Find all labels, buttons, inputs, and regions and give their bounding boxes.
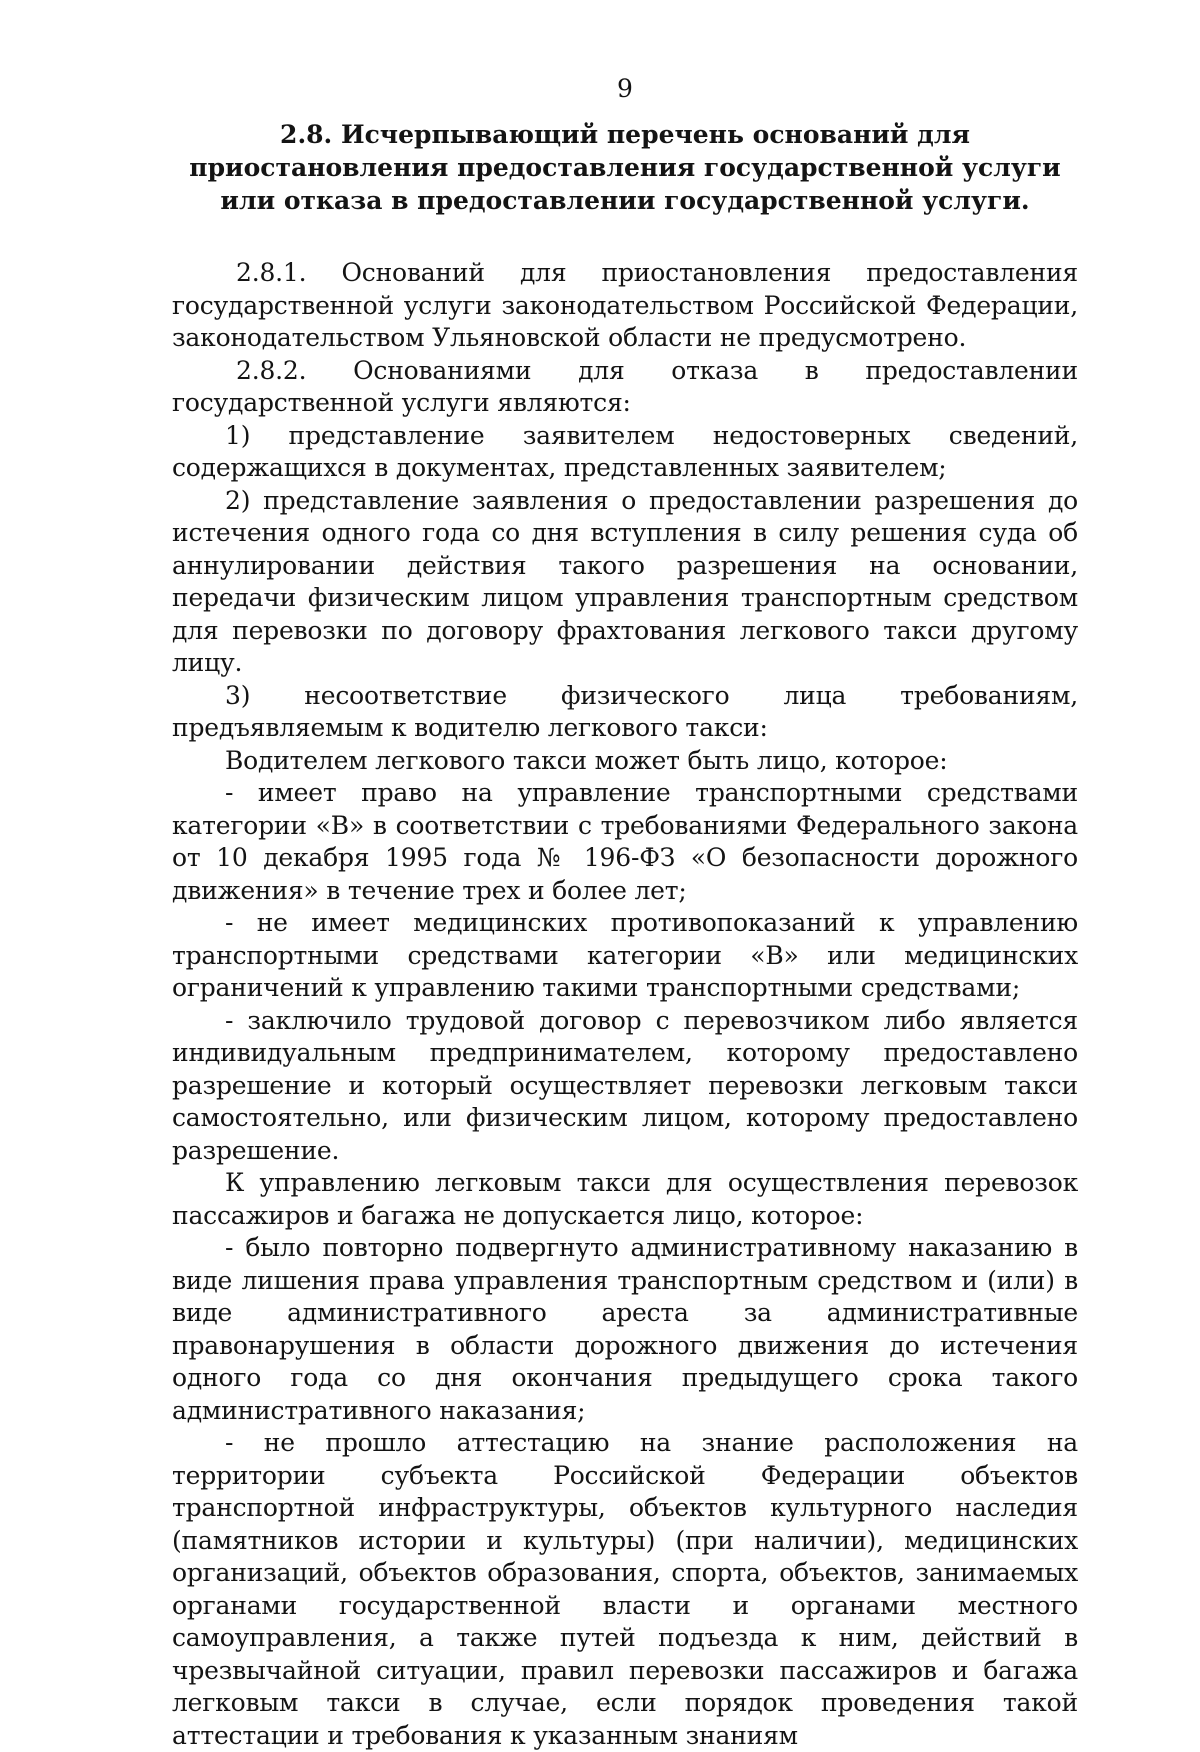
paragraph-item-3: 3) несоответствие физического лица требованиям, предъявляемым к водителю легкового такси: [172,680,1078,742]
paragraph-2-8-1: 2.8.1. Оснований для приостановления предоставления государственной услуги законодательством Российской Федерации, законодательством Ульяновской области не предусмотрено. [172,258,1078,352]
paragraph-2-8-2: 2.8.2. Основаниями для отказа в предоставлении государственной услуги являются: [172,355,1078,417]
document-body [172,257,1078,1752]
document-page [172,0,1078,1752]
paragraph-item-2: 2) представление заявления о предоставлении разрешения до истечения одного года со дня вступления в силу решения суда об аннулировании действия такого разрешения на основании, передачи физическим лицом управления транспортным средством для перевозки по договору фрахтования легкового такси другому лицу. [172,485,1078,677]
paragraph-not-admitted: К управлению легковым такси для осуществления перевозок пассажиров и багажа не допускается лицо, которое: [172,1168,1078,1230]
page-number: 9 [617,74,633,103]
paragraph-attestation: - не прошло аттестацию на знание расположения на территории субъекта Российской Федерации объектов транспортной инфраструктуры, объектов культурного наследия (памятников истории и культуры) (при наличии), медицинских организаций, объектов образования, спорта, объектов, занимаемых органами государственной власти и органами местного самоуправления, а также путей подъезда к ним, действий в чрезвычайной ситуации, правил перевозки пассажиров и багажа легковым такси в случае, если порядок проведения такой аттестации и требования к указанным знаниям [172,1428,1078,1750]
section-heading: 2.8. Исчерпывающий перечень оснований для приостановления предоставления государственной услуги или отказа в предоставлении государственной услуги. [189,120,1061,215]
paragraph-medical: - не имеет медицинских противопоказаний к управлению транспортными средствами категории «В» или медицинских ограничений к управлению такими транспортными средствами; [172,908,1078,1002]
paragraph-penalty: - было повторно подвергнуто административному наказанию в виде лишения права управления транспортным средством и (или) в виде административного ареста за административные правонарушения в области дорожного движения до истечения одного года со дня окончания предыдущего срока такого административного наказания; [172,1233,1078,1425]
paragraph-contract: - заключило трудовой договор с перевозчиком либо является индивидуальным предпринимателем, которому предоставлено разрешение и который осуществляет перевозки легковым такси самостоятельно, или физическим лицом, которому предоставлено разрешение. [172,1005,1078,1165]
paragraph-license-category: - имеет право на управление транспортными средствами категории «В» в соответствии с требованиями Федерального закона от 10 декабря 1995 года № 196-ФЗ «О безопасности дорожного движения» в течение трех и более лет; [172,778,1078,905]
paragraph-item-1: 1) представление заявителем недостоверных сведений, содержащихся в документах, представленных заявителем; [172,420,1078,482]
paragraph-driver-requirements: Водителем легкового такси может быть лицо, которое: [225,745,948,775]
